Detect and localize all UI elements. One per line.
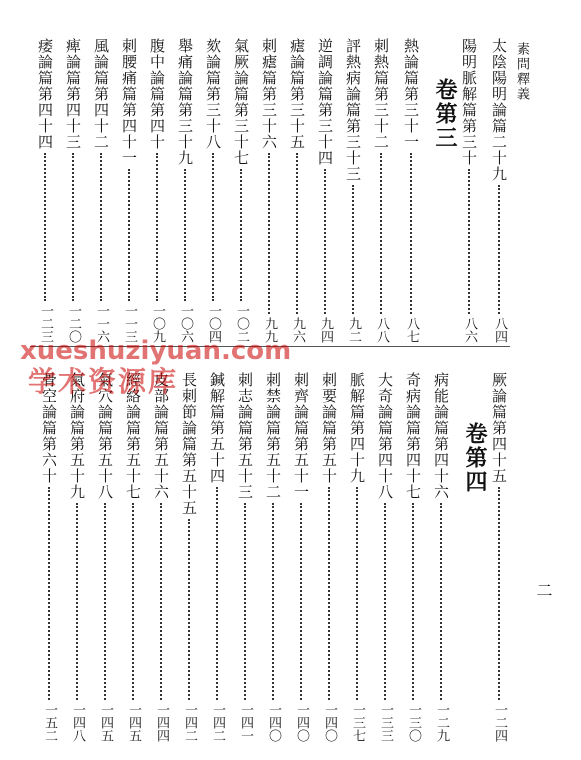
toc-entry: [316, 38, 334, 343]
toc-entry-page: 八六: [462, 317, 477, 343]
dot-leader: [412, 503, 414, 700]
toc-entry-page: 一四二: [182, 703, 197, 742]
toc-entry-title: 刺熱篇第三十二: [372, 38, 390, 150]
dot-leader: [156, 153, 158, 301]
toc-entry-title: 陽明脈解篇第三十: [460, 38, 478, 166]
toc-entry: [232, 38, 250, 343]
dot-leader: [212, 153, 214, 301]
dot-leader: [132, 503, 134, 700]
toc-entry-page: 九九: [262, 317, 277, 343]
toc-entry-title: 骨空論篇第六十: [40, 372, 58, 484]
dot-leader: [324, 169, 326, 314]
toc-entry-title: 病能論篇第四十六: [432, 372, 450, 500]
toc-entry-page: 一三三: [378, 703, 393, 742]
toc-entry: [180, 372, 198, 742]
toc-entry: [148, 38, 166, 343]
toc-entry-title: 脈解篇第四十九: [348, 372, 366, 484]
toc-entry-page: 九六: [290, 317, 305, 343]
toc-entry-title: 欬論篇第三十八: [204, 38, 222, 150]
toc-entry-title: 刺禁論篇第五十二: [264, 372, 282, 500]
toc-entry: [344, 38, 362, 343]
toc-entry-title: 刺腰痛篇第四十一: [120, 38, 138, 166]
toc-entry-page: 一四五: [126, 703, 141, 742]
toc-entry-page: 一三七: [350, 703, 365, 742]
dot-leader: [244, 503, 246, 700]
toc-entry-title: 刺齊論篇第五十一: [292, 372, 310, 500]
juan-heading-3: 卷第三: [432, 78, 458, 150]
toc-entry: [264, 372, 282, 742]
toc-entry-page: 一四〇: [266, 703, 281, 742]
dot-leader: [410, 153, 412, 314]
toc-entry-page: 一二九: [434, 703, 449, 742]
page-number: 二: [534, 582, 553, 598]
toc-entry-page: 一〇二: [234, 304, 249, 343]
dot-leader: [328, 487, 330, 700]
juan-heading-4: 卷第四: [462, 422, 488, 494]
toc-entry-page: 一〇六: [178, 304, 193, 343]
toc-entry-page: 一〇九: [150, 304, 165, 343]
toc-entry: [432, 372, 450, 742]
toc-entry-page: 一四〇: [294, 703, 309, 742]
dot-leader: [384, 503, 386, 700]
toc-entry: [92, 38, 110, 343]
toc-entry: [372, 38, 390, 343]
toc-entry: [68, 372, 86, 742]
toc-entry: [260, 38, 278, 343]
dot-leader: [160, 503, 162, 700]
toc-entry-title: 風論篇第四十二: [92, 38, 110, 150]
toc-entry: [64, 38, 82, 343]
toc-entry-title: 評熱病論篇第三十三: [344, 38, 362, 182]
toc-entry-page: 一四四: [154, 703, 169, 742]
toc-entry: [376, 372, 394, 742]
dot-leader: [498, 185, 500, 314]
toc-entry-page: 一一六: [94, 304, 109, 343]
watermark-url: xueshuziyuan.com: [20, 336, 292, 366]
toc-entry-title: 熱論篇第三十一: [402, 38, 420, 150]
toc-entry: [208, 372, 226, 742]
toc-entry: [96, 372, 114, 742]
toc-entry-title: 刺要論篇第五十: [320, 372, 338, 484]
dot-leader: [216, 487, 218, 700]
toc-entry-page: 一四二: [210, 703, 225, 742]
toc-entry-title: 瘧論篇第三十五: [288, 38, 306, 150]
dot-leader: [184, 169, 186, 301]
toc-entry-title: 氣厥論篇第三十七: [232, 38, 250, 166]
toc-entry-page: 一四八: [70, 703, 85, 742]
dot-leader: [296, 153, 298, 314]
toc-entry-title: 皮部論篇第五十六: [152, 372, 170, 500]
dot-leader: [468, 169, 470, 314]
toc-entry: [36, 38, 54, 343]
toc-entry-title: 大奇論篇第四十八: [376, 372, 394, 500]
dot-leader: [498, 487, 500, 700]
toc-entry-title: 刺瘧篇第三十六: [260, 38, 278, 150]
toc-entry-page: 九四: [318, 317, 333, 343]
toc-entry: [320, 372, 338, 742]
toc-entry-page: 一〇四: [206, 304, 221, 343]
toc-entry: [124, 372, 142, 742]
toc-entry-title: 舉痛論篇第三十九: [176, 38, 194, 166]
toc-entry-page: 八七: [404, 317, 419, 343]
toc-entry-page: 一二四: [492, 703, 507, 742]
watermark-text: 学术资源库: [28, 365, 179, 398]
toc-entry-page: 八八: [374, 317, 389, 343]
toc-entry: [490, 38, 508, 343]
dot-leader: [240, 169, 242, 301]
toc-entry-page: 一一三: [122, 304, 137, 343]
dot-leader: [76, 503, 78, 700]
toc-entry: [204, 38, 222, 343]
toc-entry: [152, 372, 170, 742]
toc-entry-title: 痺論篇第四十三: [64, 38, 82, 150]
dot-leader: [440, 503, 442, 700]
toc-entry-title: 長刺節論篇第五十五: [180, 372, 198, 516]
toc-entry-page: 一二〇: [66, 304, 81, 343]
toc-entry: [292, 372, 310, 742]
dot-leader: [100, 153, 102, 301]
toc-entry: [288, 38, 306, 343]
dot-leader: [300, 503, 302, 700]
dot-leader: [104, 503, 106, 700]
dot-leader: [44, 153, 46, 301]
toc-entry-title: 奇病論篇第四十七: [404, 372, 422, 500]
toc-entry-title: 鍼解篇第五十四: [208, 372, 226, 484]
toc-entry: [348, 372, 366, 742]
toc-entry-page: 九二: [346, 317, 361, 343]
dot-leader: [128, 169, 130, 301]
toc-entry-title: 腹中論篇第四十: [148, 38, 166, 150]
toc-entry-page: 八四: [492, 317, 507, 343]
toc-entry-title: 刺志論篇第五十三: [236, 372, 254, 500]
toc-entry-title: 氣穴論篇第五十八: [96, 372, 114, 500]
toc-entry: [402, 38, 420, 343]
toc-entry: [404, 372, 422, 742]
toc-entry-title: 痿論篇第四十四: [36, 38, 54, 150]
toc-entry-title: 逆調論篇第三十四: [316, 38, 334, 166]
toc-entry: [460, 38, 478, 343]
toc-entry: [176, 38, 194, 343]
toc-entry-page: 一二三: [38, 304, 53, 343]
toc-entry: [490, 372, 508, 742]
toc-entry-title: 氣府論篇第五十九: [68, 372, 86, 500]
toc-entry-page: 一四五: [98, 703, 113, 742]
toc-entry: [120, 38, 138, 343]
toc-entry-page: 一三〇: [406, 703, 421, 742]
dot-leader: [48, 487, 50, 700]
toc-entry-title: 經絡論篇第五十七: [124, 372, 142, 500]
toc-entry-page: 一四〇: [322, 703, 337, 742]
dot-leader: [380, 153, 382, 314]
dot-leader: [352, 185, 354, 314]
dot-leader: [268, 153, 270, 314]
dot-leader: [272, 503, 274, 700]
toc-entry-page: 一四一: [238, 703, 253, 742]
toc-entry-title: 厥論篇第四十五: [490, 372, 508, 484]
toc-entry-title: 太陰陽明論篇二十九: [490, 38, 508, 182]
toc-entry-page: 一五二: [42, 703, 57, 742]
running-head: 素問釋義: [514, 42, 529, 102]
dot-leader: [188, 519, 190, 700]
toc-entry: [236, 372, 254, 742]
dot-leader: [72, 153, 74, 301]
toc-entry: [40, 372, 58, 742]
dot-leader: [356, 487, 358, 700]
